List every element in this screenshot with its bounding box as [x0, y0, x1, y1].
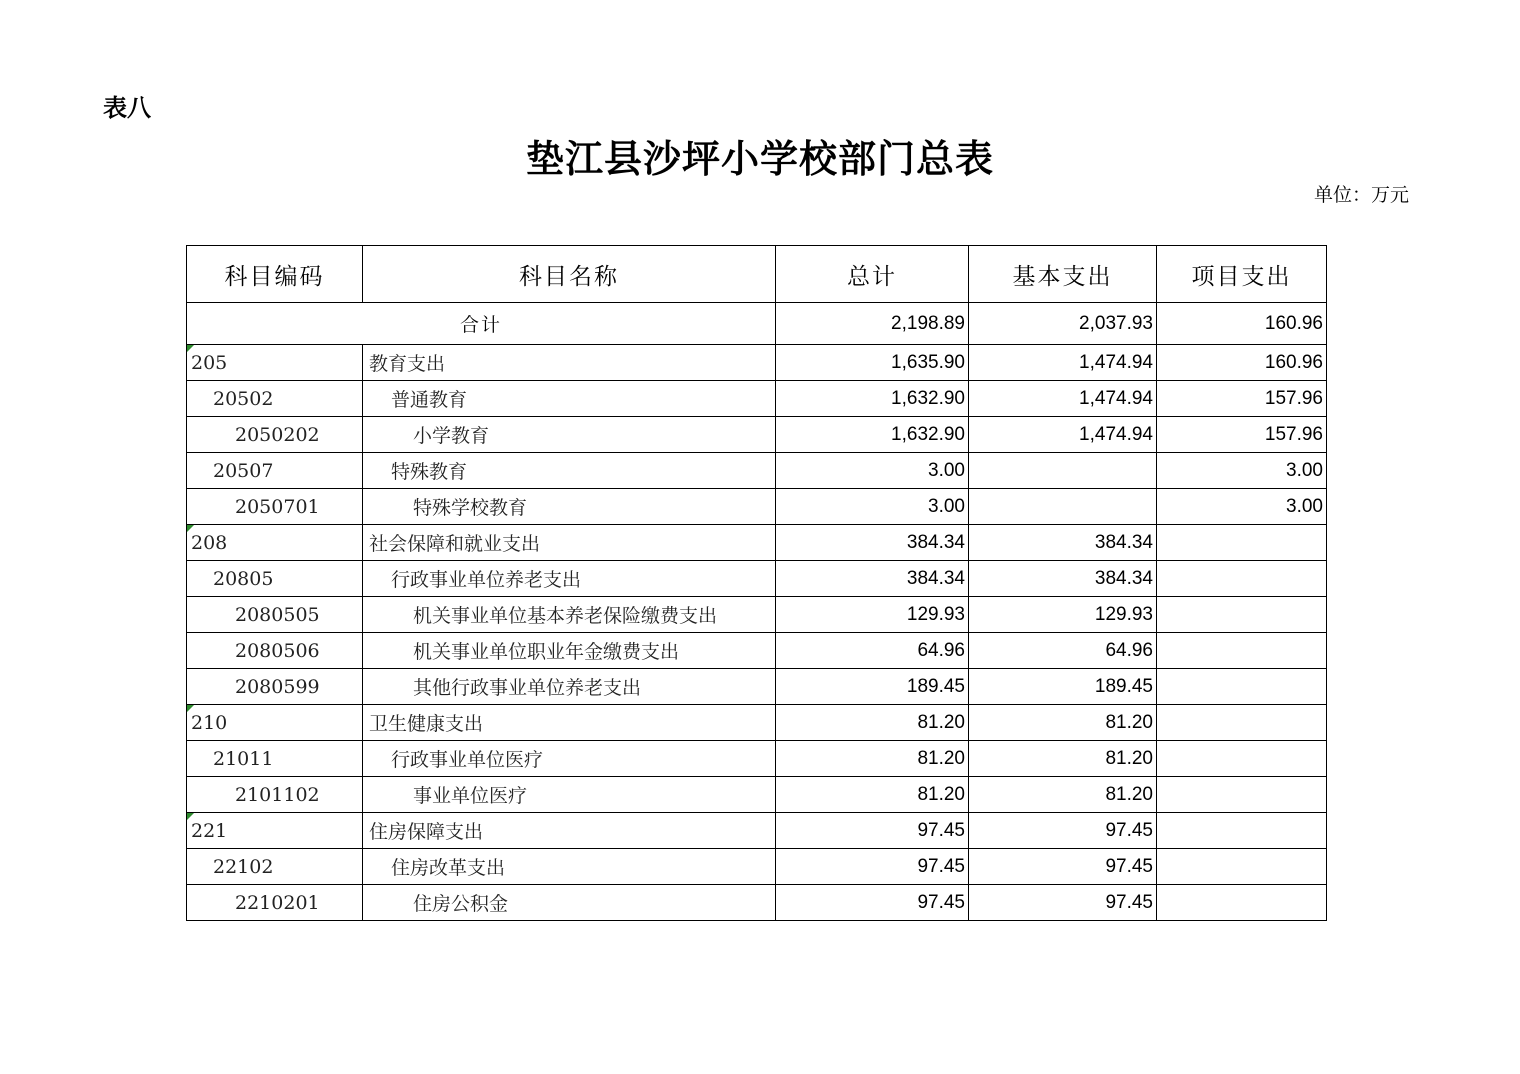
- row-basic: 81.20: [969, 777, 1157, 813]
- row-code-text: 20507: [213, 459, 274, 482]
- row-project: 157.96: [1157, 417, 1327, 453]
- row-code-text: 2080599: [235, 675, 320, 698]
- row-code-text: 208: [191, 531, 228, 554]
- table-body: [187, 303, 1327, 921]
- table-row: [187, 633, 1327, 669]
- row-code-text: 2080506: [235, 639, 320, 662]
- row-total: 3.00: [776, 453, 969, 489]
- row-name: 卫生健康支出: [363, 705, 776, 741]
- row-code-text: 2050701: [235, 495, 320, 518]
- table-row: [187, 489, 1327, 525]
- row-name: 教育支出: [363, 345, 776, 381]
- row-basic: 189.45: [969, 669, 1157, 705]
- table-row: [187, 345, 1327, 381]
- row-basic: 1,474.94: [969, 417, 1157, 453]
- row-project: [1157, 597, 1327, 633]
- row-code-text: 205: [191, 351, 228, 374]
- row-name: 住房保障支出: [363, 813, 776, 849]
- table-row: [187, 885, 1327, 921]
- table-row: [187, 453, 1327, 489]
- table-row: [187, 813, 1327, 849]
- row-code: [187, 633, 363, 669]
- row-code-text: 2210201: [235, 891, 320, 914]
- row-basic: 81.20: [969, 741, 1157, 777]
- table-row: [187, 777, 1327, 813]
- row-basic: 81.20: [969, 705, 1157, 741]
- row-basic: 97.45: [969, 885, 1157, 921]
- header-name: 科目名称: [363, 246, 776, 303]
- row-name: 住房公积金: [363, 885, 776, 921]
- table-number-label: 表八: [103, 94, 151, 122]
- row-name: 机关事业单位职业年金缴费支出: [363, 633, 776, 669]
- row-project: 3.00: [1157, 489, 1327, 525]
- row-basic: 97.45: [969, 849, 1157, 885]
- row-total: 81.20: [776, 777, 969, 813]
- row-code: [187, 777, 363, 813]
- row-project: [1157, 777, 1327, 813]
- row-total: 64.96: [776, 633, 969, 669]
- row-total: 81.20: [776, 741, 969, 777]
- page-title: 垫江县沙坪小学校部门总表: [525, 136, 994, 181]
- row-name: 特殊教育: [363, 453, 776, 489]
- row-project: [1157, 885, 1327, 921]
- row-code-text: 2050202: [235, 423, 320, 446]
- row-total: 97.45: [776, 813, 969, 849]
- row-name: 普通教育: [363, 381, 776, 417]
- row-name: 特殊学校教育: [363, 489, 776, 525]
- summary-label: 合计: [187, 303, 776, 345]
- row-basic: 384.34: [969, 561, 1157, 597]
- table-row: [187, 669, 1327, 705]
- header-total: 总计: [776, 246, 969, 303]
- table-row: [187, 525, 1327, 561]
- row-basic: [969, 489, 1157, 525]
- row-project: 3.00: [1157, 453, 1327, 489]
- row-code-text: 20502: [213, 387, 274, 410]
- table-row: [187, 741, 1327, 777]
- row-code-text: 2101102: [235, 783, 320, 806]
- row-basic: 1,474.94: [969, 381, 1157, 417]
- header-project: 项目支出: [1157, 246, 1327, 303]
- row-project: [1157, 705, 1327, 741]
- row-total: 97.45: [776, 885, 969, 921]
- row-code: [187, 741, 363, 777]
- row-basic: 64.96: [969, 633, 1157, 669]
- row-total: 384.34: [776, 561, 969, 597]
- row-basic: [969, 453, 1157, 489]
- row-project: [1157, 741, 1327, 777]
- row-total: 189.45: [776, 669, 969, 705]
- header-code: 科目编码: [187, 246, 363, 303]
- summary-total: 2,198.89: [776, 303, 969, 345]
- table-row: [187, 705, 1327, 741]
- row-total: 1,632.90: [776, 381, 969, 417]
- row-code-text: 20805: [213, 567, 274, 590]
- row-project: [1157, 813, 1327, 849]
- row-project: 157.96: [1157, 381, 1327, 417]
- header-basic: 基本支出: [969, 246, 1157, 303]
- row-code: [187, 885, 363, 921]
- cell-marker-icon: [187, 813, 194, 820]
- row-name: 行政事业单位医疗: [363, 741, 776, 777]
- row-name: 小学教育: [363, 417, 776, 453]
- row-code: [187, 489, 363, 525]
- row-name: 其他行政事业单位养老支出: [363, 669, 776, 705]
- row-basic: 129.93: [969, 597, 1157, 633]
- row-code-text: 22102: [213, 855, 274, 878]
- cell-marker-icon: [187, 345, 194, 352]
- row-basic: 97.45: [969, 813, 1157, 849]
- row-total: 1,632.90: [776, 417, 969, 453]
- row-total: 97.45: [776, 849, 969, 885]
- row-project: [1157, 669, 1327, 705]
- row-code: [187, 705, 363, 741]
- row-name: 社会保障和就业支出: [363, 525, 776, 561]
- row-name: 住房改革支出: [363, 849, 776, 885]
- row-basic: 1,474.94: [969, 345, 1157, 381]
- row-project: [1157, 633, 1327, 669]
- row-total: 3.00: [776, 489, 969, 525]
- row-basic: 384.34: [969, 525, 1157, 561]
- budget-table: [186, 245, 1327, 921]
- row-code-text: 2080505: [235, 603, 320, 626]
- row-total: 81.20: [776, 705, 969, 741]
- row-total: 1,635.90: [776, 345, 969, 381]
- row-code-text: 210: [191, 711, 228, 734]
- row-project: [1157, 525, 1327, 561]
- row-code: [187, 669, 363, 705]
- row-code-text: 221: [191, 819, 228, 842]
- cell-marker-icon: [187, 525, 194, 532]
- summary-row: [187, 303, 1327, 345]
- cell-marker-icon: [187, 705, 194, 712]
- table-row: [187, 417, 1327, 453]
- unit-note: 单位：万元: [1313, 184, 1409, 206]
- row-code: [187, 813, 363, 849]
- row-name: 行政事业单位养老支出: [363, 561, 776, 597]
- row-project: [1157, 849, 1327, 885]
- row-code: [187, 597, 363, 633]
- row-total: 129.93: [776, 597, 969, 633]
- summary-basic: 2,037.93: [969, 303, 1157, 345]
- row-project: 160.96: [1157, 345, 1327, 381]
- row-code: [187, 561, 363, 597]
- table-row: [187, 381, 1327, 417]
- row-code: [187, 417, 363, 453]
- row-name: 事业单位医疗: [363, 777, 776, 813]
- row-code: [187, 849, 363, 885]
- table-row: [187, 849, 1327, 885]
- row-project: [1157, 561, 1327, 597]
- table-row: [187, 561, 1327, 597]
- row-code: [187, 453, 363, 489]
- row-total: 384.34: [776, 525, 969, 561]
- table-header-row: [187, 246, 1327, 303]
- summary-project: 160.96: [1157, 303, 1327, 345]
- row-code: [187, 381, 363, 417]
- row-code: [187, 345, 363, 381]
- table-row: [187, 597, 1327, 633]
- row-name: 机关事业单位基本养老保险缴费支出: [363, 597, 776, 633]
- row-code: [187, 525, 363, 561]
- row-code-text: 21011: [213, 747, 274, 770]
